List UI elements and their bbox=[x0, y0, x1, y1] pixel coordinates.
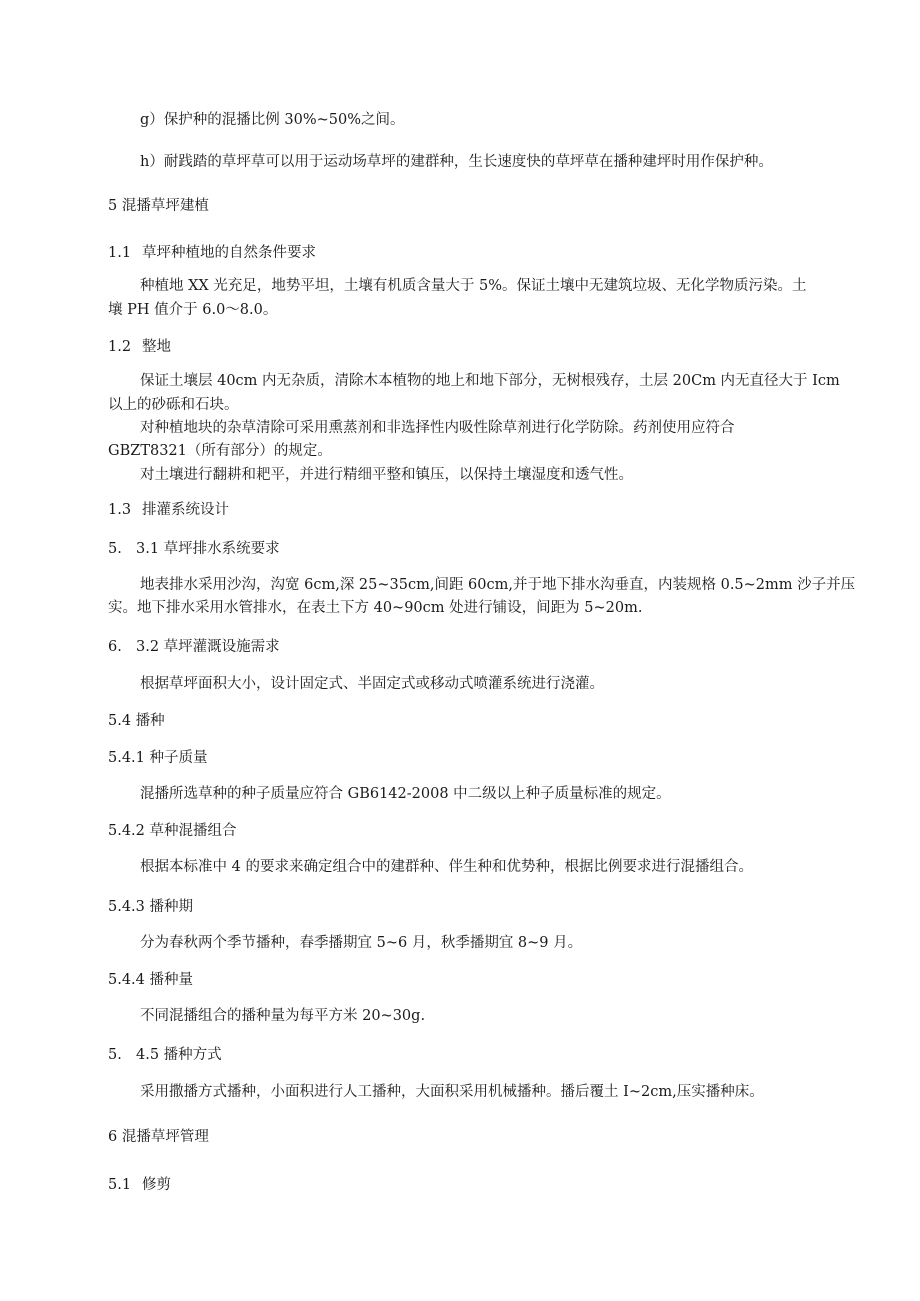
section-1-3-heading bbox=[108, 500, 229, 520]
paragraph-line: 混播所选草种的种子质量应符合 GB6142-2008 中二级以上种子质量标准的规定。 bbox=[140, 786, 671, 802]
section-5-4-2-heading: 5.4.2 草种混播组合 bbox=[108, 823, 237, 839]
paragraph-line: 壤 PH 值介于 6.0～8.0。 bbox=[108, 302, 278, 318]
section-title: 草坪种植地的自然条件要求 bbox=[142, 245, 316, 261]
paragraph-line: 对土壤进行翻耕和耙平，并进行精细平整和镇压，以保持土壤湿度和透气性。 bbox=[140, 467, 633, 483]
section-title: 3.2 草坪灌溉设施需求 bbox=[136, 639, 280, 655]
section-5-1-heading bbox=[108, 1175, 171, 1195]
section-title: 修剪 bbox=[142, 1177, 171, 1193]
section-number: 5. bbox=[108, 1047, 122, 1063]
paragraph-line: 分为春秋两个季节播种，春季播期宜 5~6 月，秋季播期宜 8~9 月。 bbox=[140, 935, 583, 951]
paragraph-line: 根据本标准中 4 的要求来确定组合中的建群种、伴生种和优势种，根据比例要求进行混播组合。 bbox=[140, 859, 753, 875]
section-1-2-heading bbox=[108, 337, 171, 357]
section-title: 整地 bbox=[142, 339, 171, 355]
paragraph-line: 种植地 XX 光充足，地势平坦，土壤有机质含量大于 5%。保证土壤中无建筑垃圾、无化学物质污染。土 bbox=[140, 278, 807, 294]
section-number: 1.3 bbox=[108, 502, 132, 518]
paragraph-line: 保证土壤层 40cm 内无杂质，清除木本植物的地上和地下部分，无树根残存，土层 20Cm 内无直径大于 Icm bbox=[140, 373, 840, 389]
paragraph-line: 以上的砂砾和石块。 bbox=[108, 397, 239, 413]
section-5-4-5-heading bbox=[108, 1045, 222, 1065]
paragraph-line: 对种植地块的杂草清除可采用熏蒸剂和非选择性内吸性除草剂进行化学防除。药剂使用应符合 bbox=[140, 420, 735, 436]
paragraph-line: 根据草坪面积大小，设计固定式、半固定式或移动式喷灌系统进行浇灌。 bbox=[140, 676, 604, 692]
section-5-heading: 5 混播草坪建植 bbox=[108, 198, 209, 214]
paragraph-line: 地表排水采用沙沟，沟宽 6cm,深 25~35cm,间距 60cm,并于地下排水沟垂直，内装规格 0.5~2mm 沙子并压 bbox=[140, 577, 856, 593]
section-number: 5.1 bbox=[108, 1177, 132, 1193]
section-5-4-heading: 5.4 播种 bbox=[108, 713, 165, 729]
section-number: 5. bbox=[108, 541, 122, 557]
section-5-4-4-heading: 5.4.4 播种量 bbox=[108, 972, 194, 988]
section-number: 6. bbox=[108, 639, 122, 655]
section-5-3-1-heading bbox=[108, 539, 280, 559]
section-number: 1.2 bbox=[108, 339, 132, 355]
paragraph-line: 实。地下排水采用水管排水，在表土下方 40~90cm 处进行铺设，间距为 5~20m. bbox=[108, 600, 643, 616]
item-g: g）保护种的混播比例 30%~50%之间。 bbox=[140, 112, 405, 128]
section-5-4-3-heading: 5.4.3 播种期 bbox=[108, 899, 194, 915]
item-h: h）耐践踏的草坪草可以用于运动场草坪的建群种，生长速度快的草坪草在播种建坪时用作保护种。 bbox=[140, 154, 773, 170]
section-6-3-2-heading bbox=[108, 637, 280, 657]
section-title: 3.1 草坪排水系统要求 bbox=[136, 541, 280, 557]
paragraph-line: 采用撒播方式播种，小面积进行人工播种，大面积采用机械播种。播后覆土 I~2cm,压实播种床。 bbox=[140, 1084, 764, 1100]
paragraph-line: 不同混播组合的播种量为每平方米 20~30g. bbox=[140, 1008, 426, 1024]
section-1-1-heading bbox=[108, 243, 316, 263]
section-number: 1.1 bbox=[108, 245, 132, 261]
section-6-heading: 6 混播草坪管理 bbox=[108, 1129, 209, 1145]
section-title: 排灌系统设计 bbox=[142, 502, 229, 518]
paragraph-line: GBZT8321（所有部分）的规定。 bbox=[108, 443, 332, 459]
section-title: 4.5 播种方式 bbox=[136, 1047, 222, 1063]
section-5-4-1-heading: 5.4.1 种子质量 bbox=[108, 750, 208, 766]
